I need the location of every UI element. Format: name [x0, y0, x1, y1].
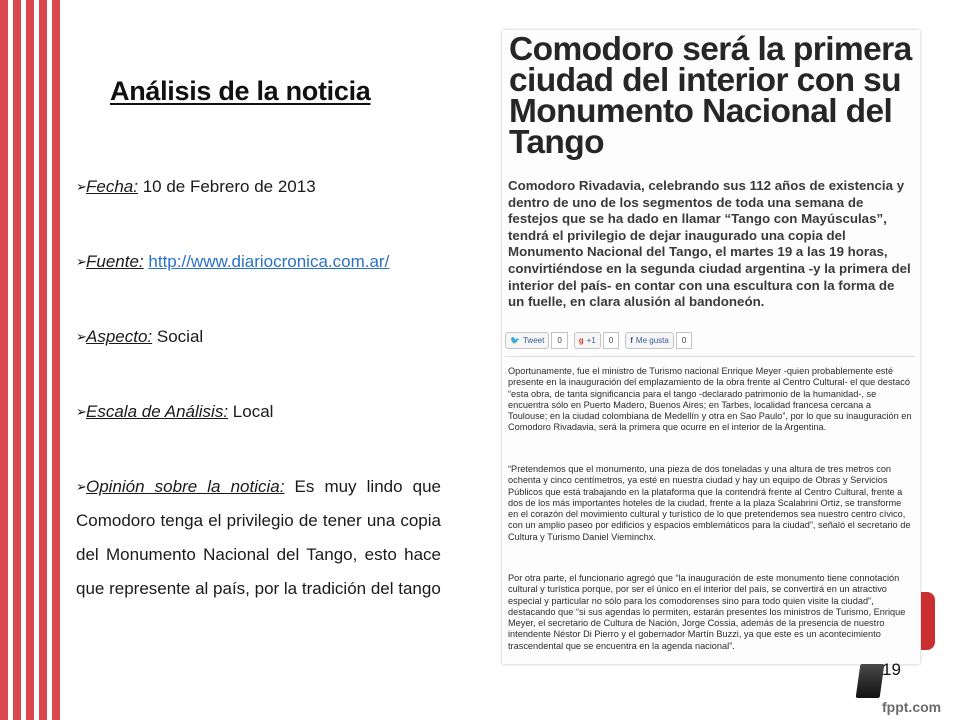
bullet-opinion [76, 470, 441, 606]
twitter-bird-icon: 🐦 [510, 336, 520, 345]
slide-title: Análisis de la noticia [110, 76, 371, 106]
social-share-bar [505, 332, 692, 349]
decorative-base-shape [856, 664, 885, 698]
bullet-value: Local [228, 402, 274, 421]
bullet-aspecto [76, 320, 441, 354]
stripe [26, 0, 34, 720]
arrow-bullet-icon: ➢ [76, 329, 87, 344]
like-label: Me gusta [635, 336, 669, 345]
article-lead: Comodoro Rivadavia, celebrando sus 112 años de existencia y dentro de uno de los segmentos de toda una semana de festejos que se ha dado en llamar “Tango con Mayúsculas”, tendrá el privilegio de dejar inaugurado una copia del Monumento Nacional del Tango, el martes 19 a las 19 horas, convirtiéndose en la segunda ciudad argentina -y la primera del interior del país- en contar con una escultura con la forma de un fuelle, en clara alusión al bandoneón. [508, 178, 911, 310]
article-paragraph: Por otra parte, el funcionario agregó que “la inauguración de este monumento tiene connotación cultural y turística porque, por ser el único en el interior del país, se convertirá en un atractivo especial y particular no sólo para los comodorenses sino para todo quien visite la ciudad”, destacando que “si sus agendas lo permiten, estarán presentes los ministros de Turismo, Enrique Meyer, el secretario de Cultura de Nación, Jorge Cossia, además de la presencia de nuestro intendente Néstor Di Pierro y el gobernador Martín Buzzi, ya que este es un acontecimiento trascendental que se encuentra en la agenda nacional”. [508, 573, 906, 651]
decorative-stripes [0, 0, 64, 720]
bullet-value: Es muy lindo que Comodoro tenga el privilegio de tener una copia del Monumento Nacional del Tango, esto hace que represente al país, por la tradición del tango [76, 477, 441, 598]
bullet-value: Social [152, 327, 204, 346]
gplus-button[interactable] [574, 332, 601, 349]
fppt-logo: fppt.com [882, 699, 942, 715]
article-paragraph: Oportunamente, fue el ministro de Turismo nacional Enrique Meyer -quien probablemente esté presente en la inauguración del emplazamiento de la obra frente al Centro Cultural- el que destacó “esta obra, de tanta significancia para el tango -declarado patrimonio de la humanidad-, se encuentra sólo en Puerto Madero, Buenos Aires; en Tarbes, localidad francesa cercana a Toulouse; en la ciudad colombiana de Medellín y otra en Sao Paulo”, por lo que su inauguración en Comodoro Rivadavia, será la primera que ocurre en el interior de la Argentina. [508, 366, 912, 433]
bullet-label: Opinión sobre la noticia: [86, 477, 285, 496]
bullet-label: Fecha: [86, 177, 138, 196]
like-count: 0 [676, 332, 692, 349]
bullet-label: Aspecto: [86, 327, 153, 346]
bullet-fuente [76, 245, 441, 279]
analysis-list [76, 170, 441, 647]
bullet-fecha [76, 170, 441, 204]
bullet-label: Escala de Análisis: [86, 402, 229, 421]
arrow-bullet-icon: ➢ [76, 179, 87, 194]
like-button[interactable] [625, 332, 674, 349]
arrow-bullet-icon: ➢ [76, 479, 87, 494]
article-paragraph: “Pretendemos que el monumento, una pieza de dos toneladas y una altura de tres metros con ochenta y cinco centímetros, ya esté en nuestra ciudad y hay un equipo de Obras y Servicios Públicos que está trabajando en la plataforma que la contendrá frente al Centro Cultural, frente a dos de los más importantes hoteles de la ciudad, frente a la plaza Scalabrini Ortiz, se transforme en el corazón del movimiento cultural y turístico de lo que pretendemos sea nuestro centro cívico, con un amplio paseo por edificios y espacios emblemáticos para la ciudad”, señaló el secretario de Cultura y Turismo Daniel Vieminchx. [508, 464, 911, 542]
article-headline: Comodoro será la primera ciudad del interior con su Monumento Nacional del Tango [509, 31, 912, 161]
source-link[interactable]: http://www.diariocronica.com.ar/ [148, 252, 390, 271]
tweet-label: Tweet [522, 336, 545, 345]
facebook-icon: f [630, 336, 633, 345]
gplus-icon: g [578, 336, 584, 345]
stripe [52, 0, 60, 720]
divider [505, 356, 915, 357]
stripe [0, 0, 8, 720]
news-article-clipping [502, 30, 920, 664]
bullet-escala [76, 395, 441, 429]
gplus-label: +1 [586, 336, 596, 345]
bullet-label: Fuente: [86, 252, 144, 271]
tweet-button[interactable] [505, 332, 549, 349]
arrow-bullet-icon: ➢ [76, 404, 87, 419]
stripe [13, 0, 21, 720]
tweet-count: 0 [551, 332, 567, 349]
page-number: 19 [882, 660, 901, 679]
gplus-count: 0 [603, 332, 619, 349]
stripe [39, 0, 47, 720]
decorative-red-shape [921, 592, 935, 650]
bullet-value: 10 de Febrero de 2013 [137, 177, 316, 196]
arrow-bullet-icon: ➢ [76, 254, 87, 269]
